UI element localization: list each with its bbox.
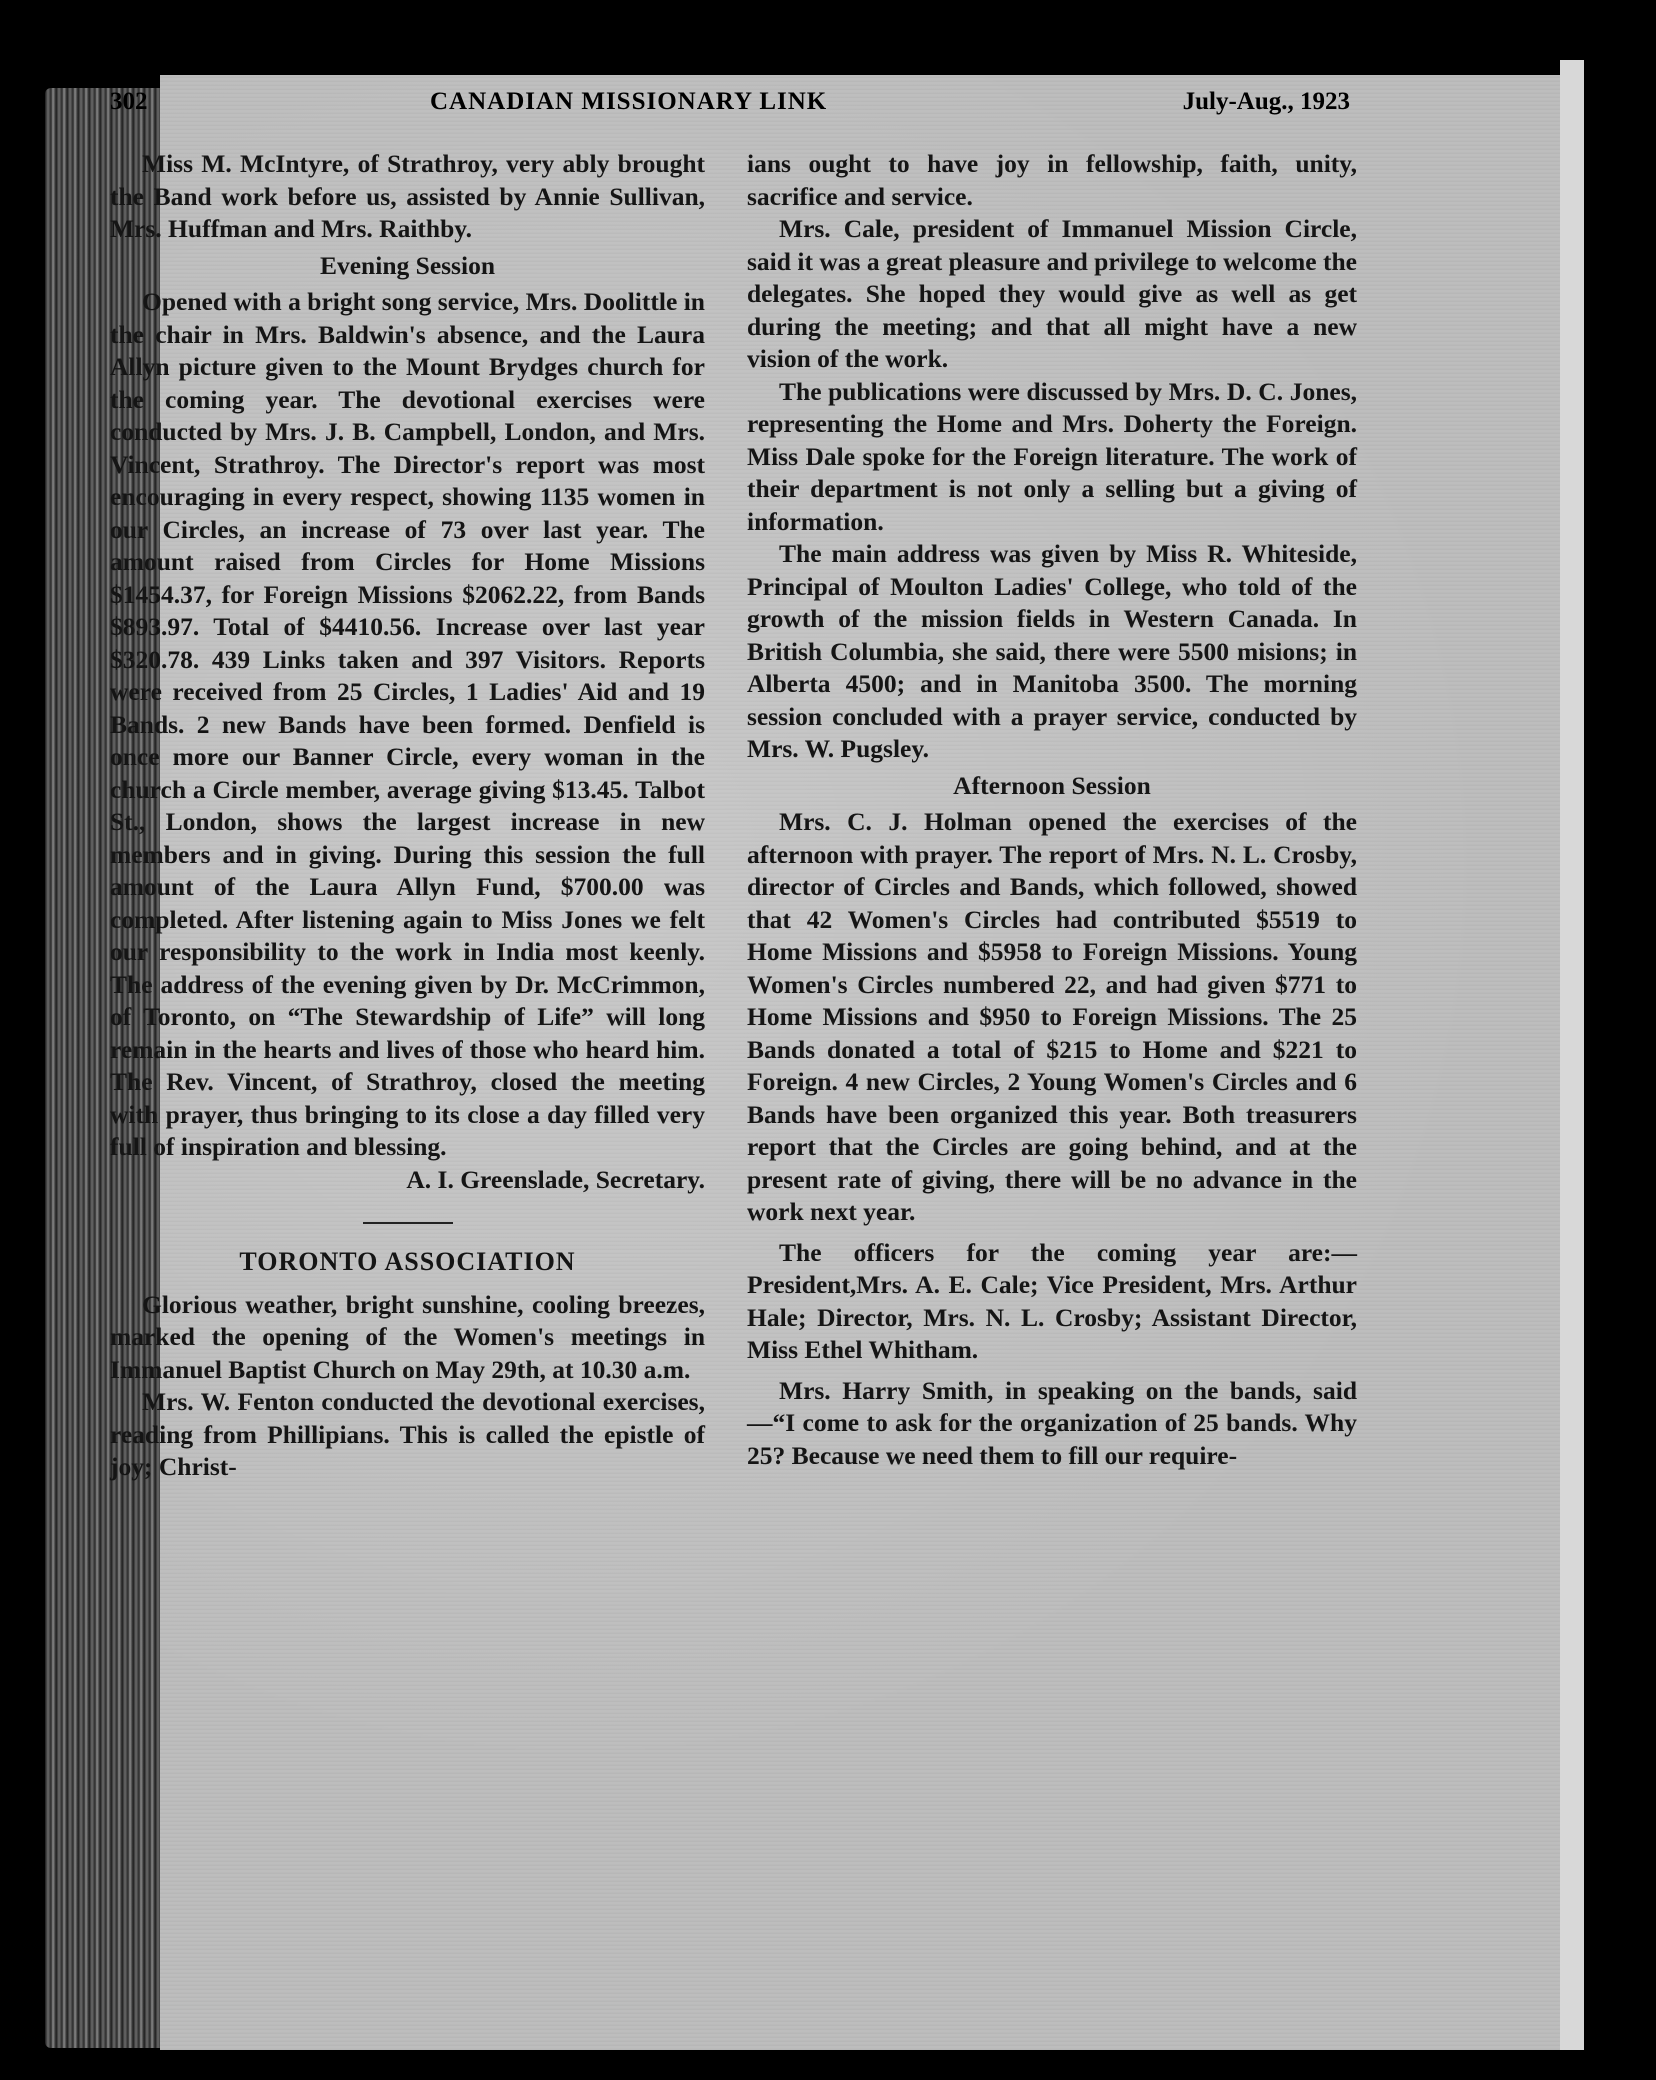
- signature-name: A. I. Greenslade,: [406, 1164, 590, 1194]
- paragraph-main-address: The main address was given by Miss R. Whiteside, Principal of Moulton Ladies' College, who told of the growth of the mission fields in Western Canada. In British Columbia, she said, there were 5500 misions; in Alberta 4500; and in Manitoba 3500. The morning session concluded with a prayer service, conducted by Mrs. W. Pugsley.: [747, 539, 1357, 763]
- issue-date: July-Aug., 1923: [1182, 88, 1350, 115]
- paragraph-toronto-opening: Glorious weather, bright sunshine, cooling breezes, marked the opening of the Women's meetings in Immanuel Baptist Church on May 29th, at 10.30 a.m.: [110, 1289, 705, 1384]
- section-divider: [363, 1222, 453, 1224]
- paragraph-harry-smith: Mrs. Harry Smith, in speaking on the bands, said—“I come to ask for the organization of 25 bands. Why 25? Because we need them to fill our require-: [747, 1375, 1357, 1470]
- evening-session-heading: Evening Session: [319, 250, 495, 280]
- paragraph-evening-session: Opened with a bright song service, Mrs. Doolittle in the chair in Mrs. Baldwin's absence, and the Laura Allyn picture given to the Mount Brydges church for the coming year. The devotional exercises were conducted by Mrs. J. B. Campbell, London, and Mrs. Vincent, Strathroy. The Director's report was most encouraging in every respect, showing 1135 women in our Circles, an increase of 73 over last year. The amount raised from Circles for Home Missions $1454.37, for Foreign Missions $2062.22, from Bands $893.97. Total of $4410.56. Increase over last year $320.78. 439 Links taken and 397 Visitors. Reports were received from 25 Circles, 1 Ladies' Aid and 19 Bands. 2 new Bands have been formed. Denfield is once more our Banner Circle, every woman in the church a Circle member, average giving $13.45. Talbot St., London, shows the largest increase in new members and in giving. During this session the full amount of the Laura Allyn Fund, $700.00 was completed. After listening again to Miss Jones we felt our responsibility to the work in India most keenly. The address of the evening given by Dr. McCrimmon, of Toronto, on “The Stewardship of Life” will long remain in the hearts and lives of those who heard him. The Rev. Vincent, of Strathroy, closed the meeting with prayer, thus bringing to its close a day filled very full of inspiration and blessing.: [110, 287, 705, 1161]
- journal-title: CANADIAN MISSIONARY LINK: [430, 88, 828, 115]
- page-number: 302: [110, 88, 148, 115]
- signature-role: Secretary.: [589, 1164, 705, 1194]
- paragraph-band-work: Miss M. McIntyre, of Strathroy, very ably brought the Band work before us, assisted by Annie Sullivan, Mrs. Huffman and Mrs. Raithby.: [110, 149, 705, 243]
- running-header: [110, 88, 1350, 128]
- paragraph-publications: The publications were discussed by Mrs. D. C. Jones, representing the Home and Mrs. Doherty the Foreign. Miss Dale spoke for the Foreign literature. The work of their department is not only a selling but a giving of information.: [747, 376, 1357, 536]
- right-column: [747, 148, 1357, 1472]
- paragraph-afternoon-session: Mrs. C. J. Holman opened the exercises of the afternoon with prayer. The report of Mrs. N. L. Crosby, director of Circles and Bands, which followed, showed that 42 Women's Circles had contributed $5519 to Home Missions and $5958 to Foreign Missions. Young Women's Circles numbered 22, and had given $771 to Home Missions and $950 to Foreign Missions. The 25 Bands donated a total of $215 to Home and $221 to Foreign. 4 new Circles, 2 Young Women's Circles and 6 Bands have been organized this year. Both treasurers report that the Circles are going behind, and at the present rate of giving, there will be no advance in the work next year.: [747, 807, 1357, 1226]
- afternoon-session-heading: Afternoon Session: [953, 770, 1151, 800]
- paragraph-fenton: Mrs. W. Fenton conducted the devotional exercises, reading from Phillipians. This is called the epistle of joy; Christ-: [110, 1387, 705, 1481]
- paragraph-officers: The officers for the coming year are:— President,Mrs. A. E. Cale; Vice President, Mrs. Arthur Hale; Director, Mrs. N. L. Crosby; Assistant Director, Miss Ethel Whitham.: [747, 1237, 1357, 1364]
- toronto-association-heading: TORONTO ASSOCIATION: [239, 1247, 576, 1276]
- secretary-signature: [110, 1164, 705, 1197]
- paragraph-christians-continued: ians ought to have joy in fellowship, faith, unity, sacrifice and service.: [747, 149, 1357, 211]
- paragraph-cale-welcome: Mrs. Cale, president of Immanuel Mission Circle, said it was a great pleasure and privilege to welcome the delegates. She hoped they would give as well as get during the meeting; and that all might have a new vision of the work.: [747, 214, 1357, 373]
- left-column: [110, 148, 705, 1484]
- facing-page-edge: [1560, 60, 1584, 2050]
